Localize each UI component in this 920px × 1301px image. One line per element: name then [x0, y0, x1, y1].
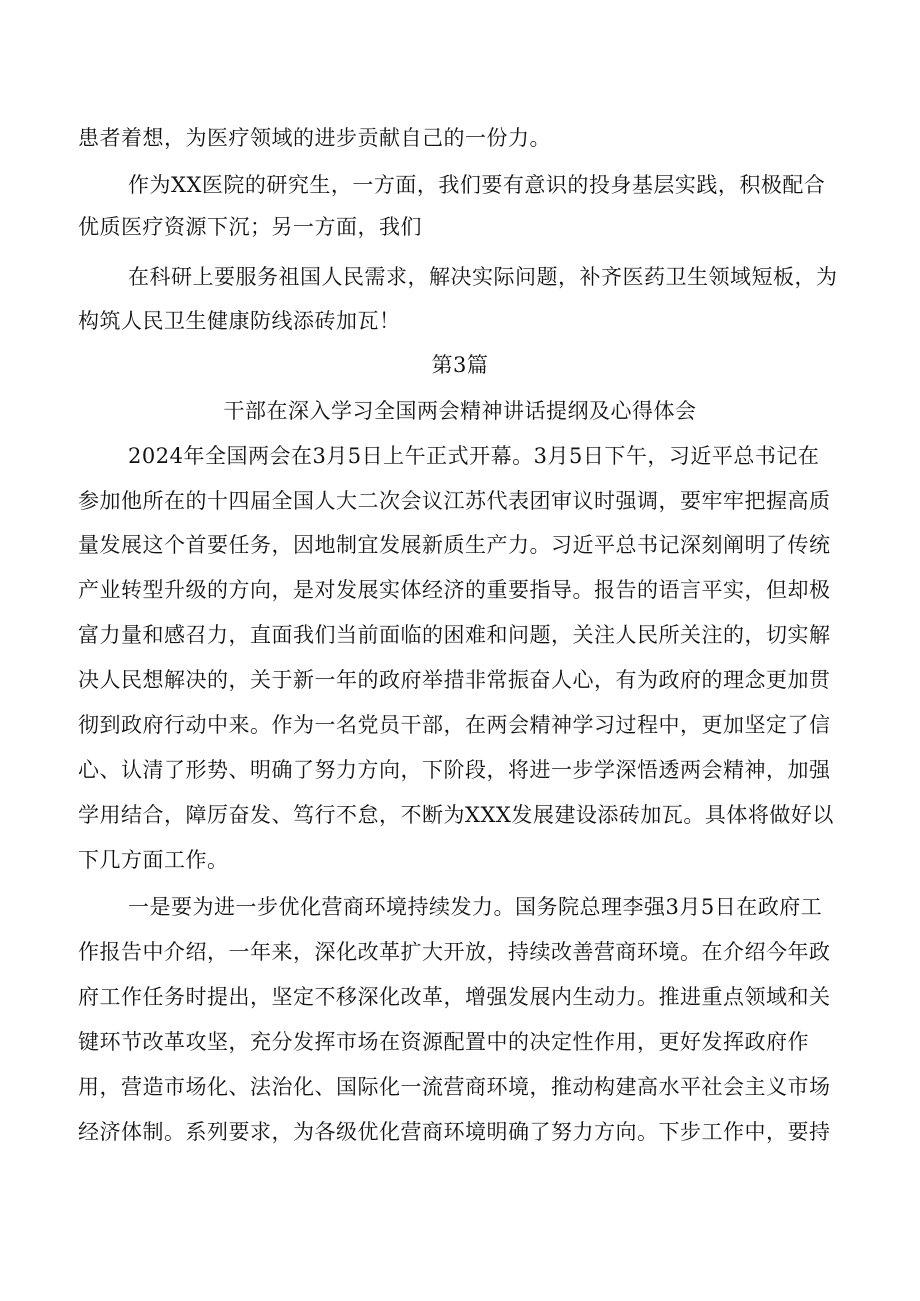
text-line: 量发展这个首要任务，因地制宜发展新质生产力。习近平总书记深刻阐明了传统 — [78, 533, 831, 557]
text-line: 彻到政府行动中来。作为一名党员干部，在两会精神学习过程中，更加坚定了信 — [78, 713, 831, 737]
text-line: 患者着想，为医疗领域的进步贡献自己的一份力。 — [78, 126, 551, 150]
text-line: 作为XX医院的研究生，一方面，我们要有意识的投身基层实践，积极配合 — [128, 173, 826, 197]
text-line: 产业转型升级的方向，是对发展实体经济的重要指导。报告的语言平实，但却极 — [78, 578, 831, 602]
text-line: 府工作任务时提出，坚定不移深化改革，增强发展内生动力。推进重点领域和关 — [78, 985, 831, 1009]
text-line: 学用结合，障厉奋发、笃行不怠，不断为XXX发展建设添砖加瓦。具体将做好以 — [78, 803, 834, 827]
text-line: 键环节改革攻坚，充分发挥市场在资源配置中的决定性作用，更好发挥政府作 — [78, 1030, 809, 1054]
text-line: 参加他所在的十四届全国人大二次会议江苏代表团审议时强调，要牢牢把握高质 — [78, 489, 831, 513]
text-line: 优质医疗资源下沉；另一方面，我们 — [78, 215, 422, 239]
text-line: 下几方面工作。 — [78, 848, 229, 872]
text-line: 用，营造市场化、法治化、国际化一流营商环境，推动构建高水平社会主义市场 — [78, 1075, 831, 1099]
text-line: 作报告中介绍，一年来，深化改革扩大开放，持续改善营商环境。在介绍今年政 — [78, 940, 831, 964]
text-line: 经济体制。系列要求，为各级优化营商环境明确了努力方向。下步工作中，要持 — [78, 1120, 831, 1144]
text-line: 心、认清了形势、明确了努力方向，下阶段，将进一步学深悟透两会精神，加强 — [78, 758, 831, 782]
text-line: 决人民想解决的，关于新一年的政府举措非常振奋人心，有为政府的理念更加贯 — [78, 668, 831, 692]
text-line: 在科研上要服务祖国人民需求，解决实际问题，补齐医药卫生领域短板，为 — [128, 265, 838, 289]
section-title: 干部在深入学习全国两会精神讲话提纲及心得体会 — [223, 399, 697, 423]
section-number: 第3篇 — [431, 353, 489, 377]
text-line: 2024年全国两会在3月5日上午正式开幕。3月5日下午，习近平总书记在 — [128, 444, 820, 468]
text-line: 一是要为进一步优化营商环境持续发力。国务院总理李强3月5日在政府工 — [128, 895, 823, 919]
text-line: 构筑人民卫生健康防线添砖加瓦！ — [78, 309, 401, 333]
text-line: 富力量和感召力，直面我们当前面临的困难和问题，关注人民所关注的，切实解 — [78, 623, 831, 647]
